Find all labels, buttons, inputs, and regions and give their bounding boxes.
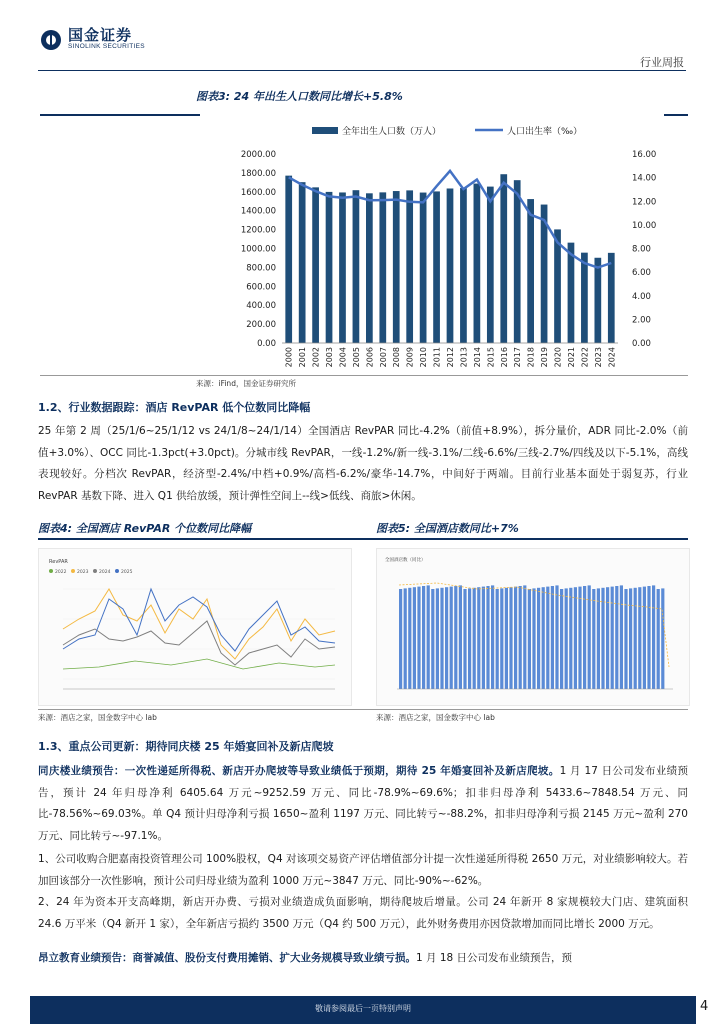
section-1-3-title: 1.3、重点公司更新：期待同庆楼 25 年婚宴回补及新店爬坡	[38, 740, 334, 753]
y-left-tick-label: 1400.00	[240, 206, 276, 217]
hotel-count-bar	[629, 588, 632, 689]
bar-2007	[379, 192, 386, 343]
hotel-count-bar	[496, 589, 499, 689]
header-divider	[38, 70, 686, 71]
y-left-tick-label: 1600.00	[240, 187, 276, 198]
tongqinglou-item-1: 1、公司收购合肥嘉南投资管理公司 100%股权，Q4 对该项交易资产评估增值部分计提一次性递延所得税 2650 万元，对业绩影响较大。若加回该部分一次性影响，预计公司归母业绩为盈利 1000 万元~3847 万元、同比-90%~-62%。	[38, 853, 688, 887]
hotel-count-bar	[542, 587, 545, 689]
x-tick-label: 2012	[446, 347, 455, 368]
footer-disclaimer: 敬请参阅最后一页特别声明	[315, 1004, 411, 1013]
x-tick-label: 2001	[298, 347, 308, 368]
x-tick-label: 2021	[566, 347, 576, 368]
section-1-2-title: 1.2、行业数据跟踪：酒店 RevPAR 低个位数同比降幅	[38, 401, 311, 414]
y-left-tick-label: 200.00	[246, 320, 276, 331]
hotel-count-bar	[657, 589, 660, 689]
bar-2011	[433, 191, 440, 343]
bar-2000	[285, 176, 292, 343]
tongqinglou-item-2: 2、24 年为资本开支高峰期，新店开办费、亏损对业绩造成负面影响，期待爬坡后增量。公司 24 年新开 8 家规模较大门店、建筑面积 24.6 万平米（Q4 新开 1 家），全年新店亏损约 3500 万元（Q4 约 500 万元），此外财务费用亦因贷款增加而同比增长 2000 万元。	[38, 896, 688, 930]
figures-4-5-top-rule	[38, 538, 688, 540]
x-tick-label: 2013	[459, 347, 469, 368]
hotel-count-bar	[523, 585, 526, 689]
hotel-count-bar	[592, 589, 595, 689]
section-1-2-paragraph: 25 年第 2 周（25/1/6~25/1/12 vs 24/1/8~24/1/14）全国酒店 RevPAR 同比-4.2%（前值+8.9%），拆分量价，ADR 同比-2.0%（前值+3.0%）、OCC 同比-1.3pct(+3.0pct)。分城市线 RevPAR，一线-1.2%/新一线-3.1%/二线-6.6%/三线-2.7%/四线及以下-5.1%，高线表现较好。分档次 RevPAR，经济型-2.4%/中档+0.9%/高档-6.2%/豪华-14.7%，中间好于两端。目前行业基本面处于弱复苏，行业 RevPAR 基数下降、进入 Q1 供给放缓，预计弹性空间上--线>低线、商旅>休闲。	[38, 425, 688, 502]
tongqinglou-lead: 同庆楼业绩预告：一次性递延所得税、新店开办爬坡等导致业绩低于预期，期待 25 年婚宴回补及新店爬坡。	[38, 765, 560, 777]
hotel-count-bar	[597, 588, 600, 689]
x-tick-label: 2004	[338, 347, 348, 368]
hotel-count-bar	[647, 586, 650, 689]
x-tick-label: 2006	[365, 347, 375, 368]
y-right-tick-label: 0.00	[632, 339, 651, 349]
x-tick-label: 2010	[419, 347, 429, 368]
x-tick-label: 2015	[486, 347, 496, 368]
hotel-count-bar	[555, 585, 558, 689]
y-right-tick-label: 14.00	[632, 173, 657, 184]
figure5-title: 图表5: 全国酒店数同比+7%	[376, 522, 519, 535]
hotel-count-bar	[611, 587, 614, 689]
hotel-count-bar	[482, 587, 485, 689]
hotel-count-bar	[459, 585, 462, 689]
bar-2004	[339, 192, 346, 343]
hotel-count-bar	[463, 589, 466, 689]
figures-4-5-bottom-rule	[38, 709, 688, 710]
hotel-count-bar	[560, 589, 563, 689]
hotel-count-bar	[417, 587, 420, 689]
hotel-count-bar	[468, 588, 471, 689]
y-right-tick-label: 10.00	[632, 220, 657, 231]
figure4-source: 来源：酒店之家，国金数字中心 lab	[38, 713, 157, 722]
bar-2001	[299, 182, 306, 343]
hotel-count-bar	[440, 588, 443, 689]
hotel-count-bar	[509, 587, 512, 689]
figure3-title-rule-right	[664, 114, 688, 116]
bar-2014	[474, 184, 481, 343]
hotel-count-bar	[519, 586, 522, 689]
hotel-count-chart-caption: 全国酒店数（同比）	[385, 558, 426, 563]
angli-paragraph	[38, 948, 688, 970]
x-tick-label: 2020	[553, 347, 563, 368]
legend-line-label: 人口出生率（‰）	[507, 127, 583, 137]
tongqinglou-text: 1 月 17 日公司发布业绩预告，预计 24 年归母净利 6405.64 万元~9252.59 万元、同比-78.9%~69.6%；扣非归母净利 5433.6~7848.54 万元、同比-78.56%~69.03%。单 Q4 预计归母净利亏损 1650~盈利 1197 万元、同比转亏~-88.2%，扣非归母净利亏损 2145 万元~盈利 270 万元、同比转亏~-97.1%。	[38, 765, 689, 842]
bar-2018	[527, 199, 534, 343]
y-axis-right	[632, 150, 656, 349]
hotel-count-bar	[551, 586, 554, 689]
figure3-title-rule-left	[40, 114, 200, 116]
x-tick-label: 2019	[540, 347, 550, 368]
hotel-count-bar	[638, 587, 641, 689]
hotel-count-bar	[422, 586, 425, 689]
hotel-count-bar	[661, 588, 664, 689]
legend-bar-swatch	[312, 127, 338, 134]
hotel-count-bar	[505, 588, 508, 689]
hotel-count-bar	[620, 585, 623, 689]
revpar-line-2025	[63, 589, 335, 651]
x-tick-label: 2007	[378, 347, 388, 368]
y-right-tick-label: 4.00	[632, 291, 651, 302]
hotel-count-bar	[404, 588, 407, 689]
hotel-count-bar	[634, 588, 637, 689]
bar-2016	[500, 174, 507, 343]
bar-2012	[447, 188, 454, 343]
hotel-count-bar	[652, 585, 655, 689]
y-left-tick-label: 1200.00	[240, 225, 276, 236]
x-tick-label: 2016	[499, 347, 509, 368]
hotel-count-bar	[445, 587, 448, 689]
x-tick-label: 2003	[325, 347, 335, 368]
hotel-count-bar	[532, 588, 535, 689]
page-number: 4	[700, 999, 709, 1014]
figure3-bottom-rule	[40, 375, 688, 376]
y-right-tick-label: 8.00	[632, 244, 651, 255]
x-tick-label: 2024	[607, 347, 617, 368]
hotel-count-bar	[477, 587, 480, 689]
bar-2015	[487, 187, 494, 343]
hotel-count-bar	[436, 588, 439, 689]
hotel-count-bar	[486, 586, 489, 689]
revpar-line-2023	[63, 589, 335, 659]
y-right-tick-label: 6.00	[632, 268, 651, 279]
bar-2024	[608, 253, 615, 343]
x-axis-labels	[285, 347, 617, 367]
bar-2002	[312, 187, 319, 343]
hotel-count-bar	[454, 586, 457, 689]
y-right-tick-label: 2.00	[632, 315, 651, 326]
y-left-tick-label: 1800.00	[240, 168, 276, 179]
figure3-title: 图表3: 24 年出生人口数同比增长+5.8%	[196, 90, 403, 103]
hotel-count-bar	[514, 587, 517, 689]
bar-2020	[554, 229, 561, 343]
hotel-count-bar	[528, 589, 531, 689]
y-right-tick-label: 16.00	[632, 150, 657, 160]
hotel-count-bar	[500, 588, 503, 689]
bar-2003	[326, 192, 333, 343]
figure5-source: 来源：酒店之家，国金数字中心 lab	[376, 713, 495, 722]
revpar-chart-thumbnail	[38, 548, 352, 706]
hotel-count-bar	[431, 589, 434, 689]
svg-text:2023: 2023	[77, 570, 89, 575]
angli-text: 1 月 18 日公司发布业绩预告，预	[416, 952, 573, 964]
hotel-count-bars	[399, 585, 664, 689]
bar-2006	[366, 193, 373, 343]
tongqinglou-paragraph	[38, 761, 688, 847]
hotel-count-bar	[583, 586, 586, 689]
hotel-count-chart-thumbnail	[376, 548, 690, 706]
bar-2005	[353, 190, 360, 343]
hotel-count-bar	[427, 585, 430, 689]
hotel-count-bar	[643, 587, 646, 689]
y-left-tick-label: 400.00	[246, 301, 276, 312]
hotel-count-bar	[450, 587, 453, 689]
bar-2010	[420, 193, 427, 343]
y-left-tick-label: 2000.00	[240, 150, 276, 160]
hotel-count-bar	[569, 588, 572, 689]
bar-2009	[406, 190, 413, 343]
svg-text:2025: 2025	[121, 570, 133, 575]
x-tick-label: 2018	[526, 347, 536, 368]
hotel-count-bar	[578, 587, 581, 689]
hotel-count-bar	[473, 588, 476, 689]
legend-bar-label: 全年出生人口数（万人）	[342, 127, 442, 137]
y-left-tick-label: 600.00	[246, 282, 276, 293]
svg-text:2024: 2024	[99, 570, 111, 575]
bar-2017	[514, 180, 521, 343]
bar-2008	[393, 191, 400, 343]
logo-text-cn: 国金证券	[68, 26, 133, 44]
x-tick-label: 2017	[513, 347, 523, 368]
y-left-tick-label: 1000.00	[240, 244, 276, 255]
hotel-count-bar	[601, 588, 604, 689]
bar-2013	[460, 188, 467, 343]
x-tick-label: 2008	[392, 347, 402, 368]
hotel-count-bar	[574, 587, 577, 689]
x-tick-label: 2022	[580, 347, 590, 368]
svg-text:2022: 2022	[55, 570, 67, 575]
x-tick-label: 2023	[593, 347, 603, 368]
company-logo	[40, 28, 145, 51]
logo-text-en: SINOLINK SECURITIES	[68, 43, 145, 50]
hotel-count-bar	[546, 587, 549, 689]
hotel-count-bar	[491, 585, 494, 689]
x-tick-label: 2005	[351, 347, 361, 368]
y-right-tick-label: 12.00	[632, 197, 657, 208]
bar-2021	[568, 243, 575, 343]
x-tick-label: 2002	[311, 347, 321, 368]
sinolink-logo-icon	[40, 29, 62, 51]
hotel-count-bar	[565, 588, 568, 689]
hotel-count-bar	[537, 588, 540, 689]
bar-series	[285, 174, 614, 343]
hotel-count-bar	[615, 586, 618, 689]
hotel-count-bar	[399, 589, 402, 689]
chart-legend	[312, 125, 582, 137]
y-left-tick-label: 800.00	[246, 263, 276, 274]
hotel-count-bar	[413, 587, 416, 689]
bar-2023	[594, 258, 601, 343]
revpar-legend	[49, 569, 133, 575]
birth-chart	[196, 118, 660, 374]
y-axis-left	[241, 150, 276, 349]
revpar-chart-caption: RevPAR	[49, 559, 68, 565]
bar-2022	[581, 253, 588, 343]
revpar-line-2024	[63, 621, 335, 665]
angli-lead: 昂立教育业绩预告：商誉减值、股份支付费用摊销、扩大业务规模导致业绩亏损。	[38, 952, 416, 964]
figure4-title: 图表4: 全国酒店 RevPAR 个位数同比降幅	[38, 522, 252, 535]
figure3-source: 来源：iFind，国金证券研究所	[196, 379, 296, 388]
x-tick-label: 2009	[405, 347, 415, 368]
hotel-count-bar	[624, 589, 627, 689]
hotel-count-bar	[588, 585, 591, 689]
x-tick-label: 2000	[284, 347, 294, 368]
y-left-tick-label: 0.00	[257, 339, 276, 349]
hotel-count-bar	[408, 588, 411, 689]
x-tick-label: 2014	[472, 347, 482, 368]
report-type: 行业周报	[640, 56, 684, 69]
revpar-line-2022	[63, 659, 335, 669]
x-tick-label: 2011	[432, 347, 442, 368]
